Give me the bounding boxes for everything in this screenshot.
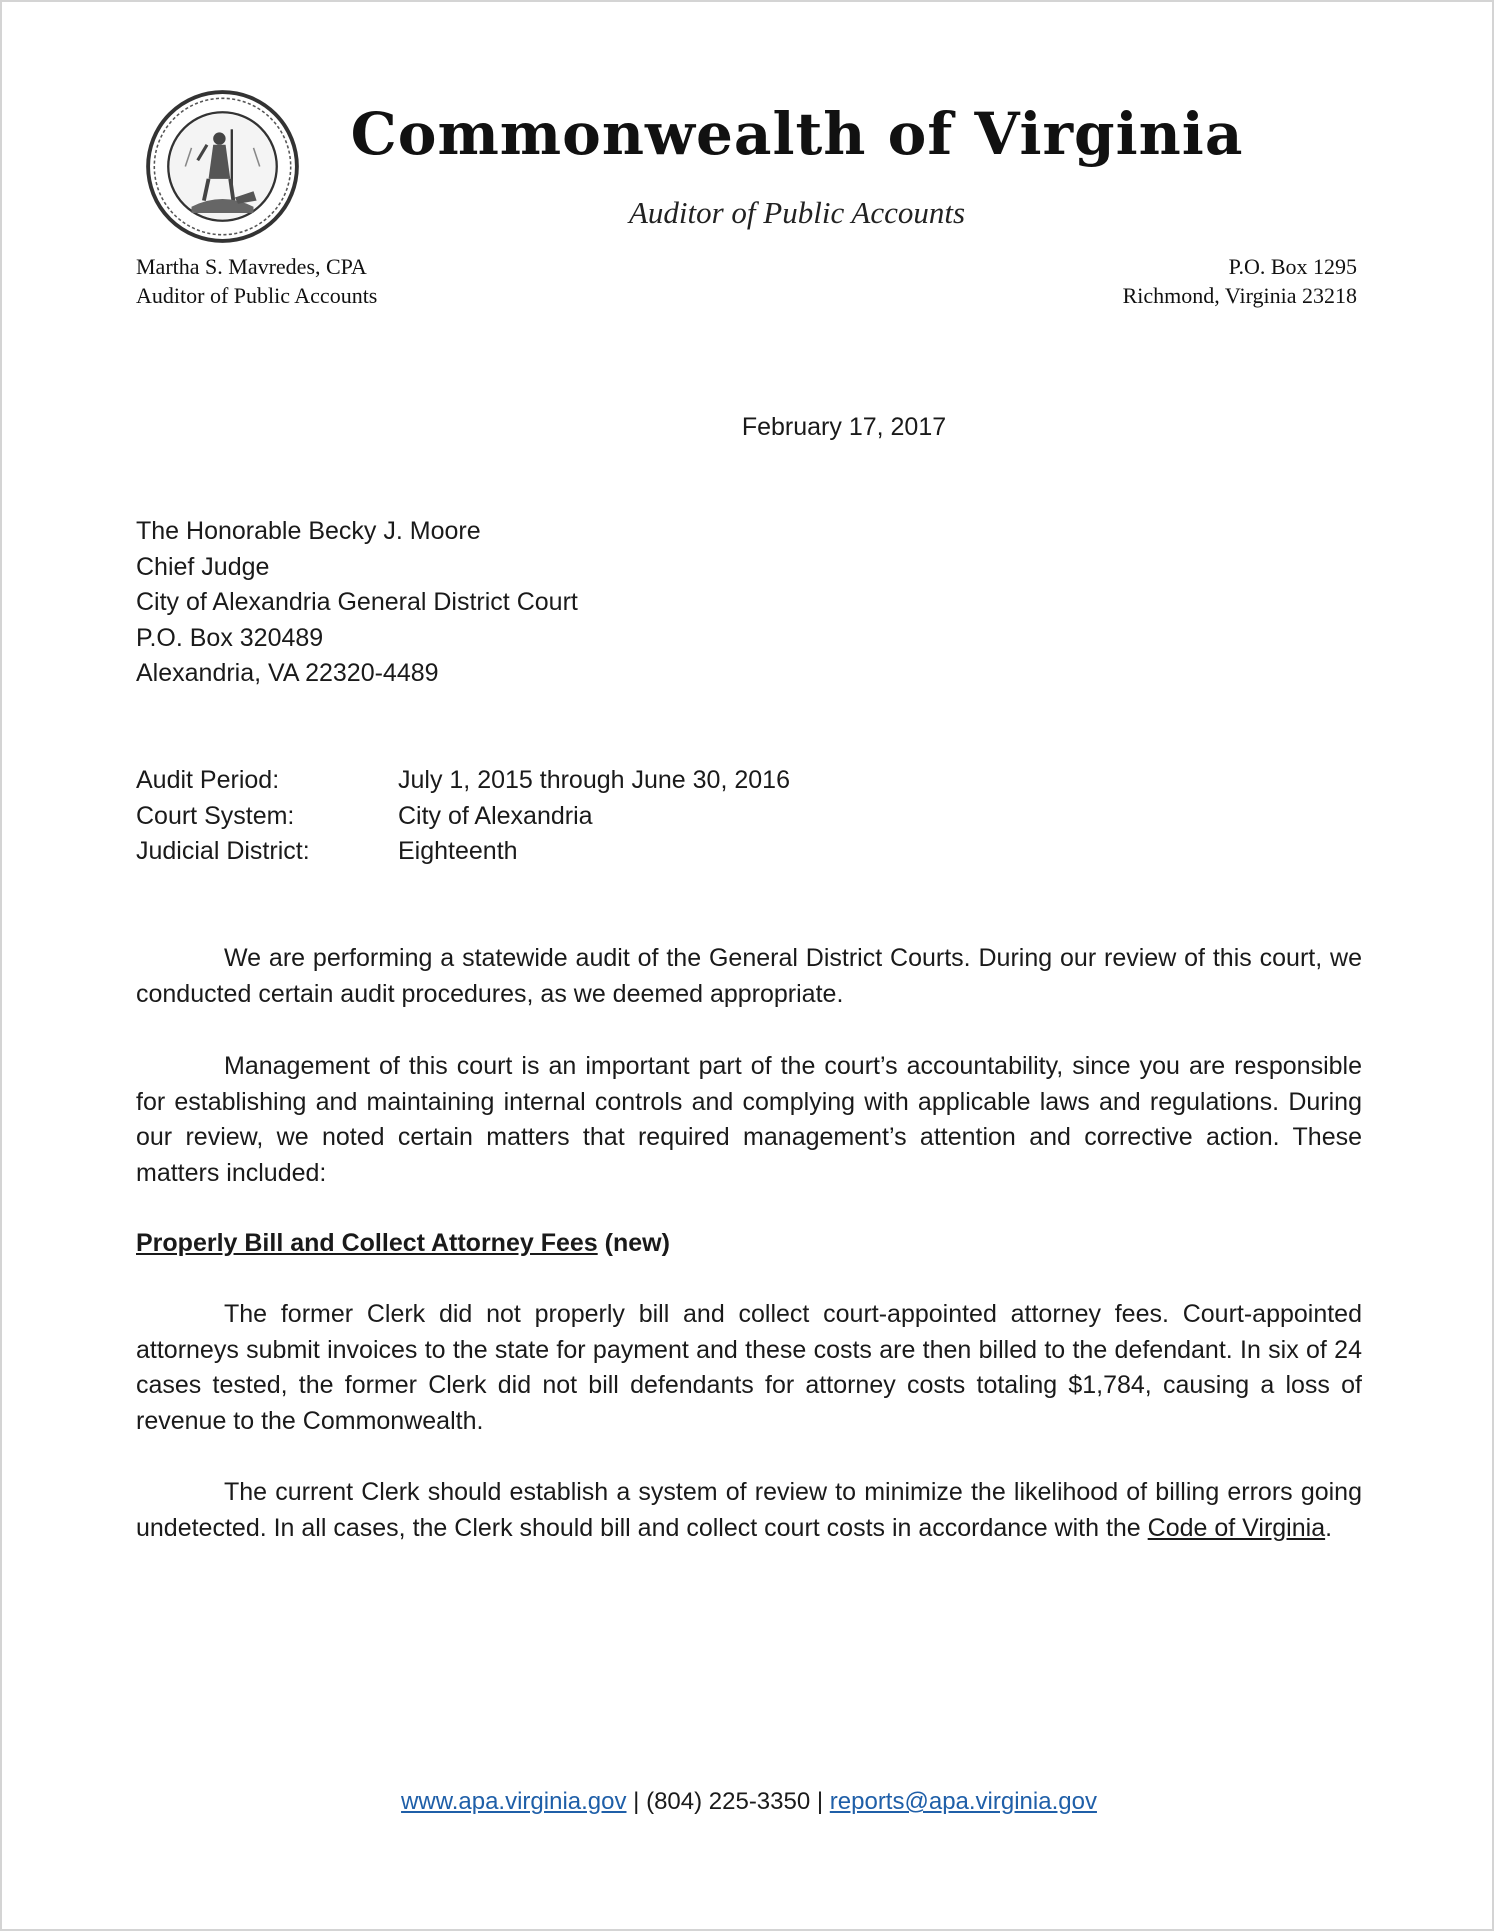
meta-value: Eighteenth [398, 837, 518, 865]
section-heading-title: Properly Bill and Collect Attorney Fees [136, 1229, 598, 1257]
phone-number: (804) 225-3350 [646, 1788, 811, 1815]
audit-meta [136, 763, 790, 870]
meta-row-court-system [136, 799, 790, 835]
paragraph-finding [136, 1297, 1362, 1439]
letterhead-title: Commonwealth of Virginia [350, 100, 1244, 168]
paragraph-text: Management of this court is an important part of the court’s accountability, since you are responsible for establishing and maintaining internal controls and complying with applicable laws and regulations. During our review, we noted certain matters that required management’s attention and corrective action. These matters included: [136, 1052, 1362, 1187]
meta-row-audit-period [136, 763, 790, 799]
paragraph-text: We are performing a statewide audit of the General District Courts. During our review of this court, we conducted certain audit procedures, as we deemed appropriate. [136, 944, 1362, 1008]
meta-label: Audit Period: [136, 766, 280, 794]
letter-date: February 17, 2017 [741, 413, 947, 441]
footer [2, 1784, 1494, 1820]
letterhead-subtitle: Auditor of Public Accounts [628, 195, 966, 230]
paragraph-recommendation [136, 1475, 1362, 1546]
website-link[interactable]: www.apa.virginia.gov [401, 1788, 627, 1815]
code-of-virginia-reference: Code of Virginia [1147, 1513, 1326, 1542]
return-address [1123, 252, 1357, 310]
meta-value: July 1, 2015 through June 30, 2016 [398, 766, 790, 794]
paragraph-text: The current Clerk should establish a system of review to minimize the likelihood of billing errors going undetected. In all cases, the Clerk should bill and collect court costs in accordance with the [136, 1478, 1362, 1542]
section-heading-tag: (new) [597, 1229, 670, 1257]
sender-name: Martha S. Mavredes, CPA [136, 254, 367, 279]
meta-label: Court System: [136, 801, 295, 830]
footer-separator: | [810, 1788, 830, 1815]
paragraph-text: The former Clerk did not properly bill and collect court-appointed attorney fees. Court-appointed attorneys submit invoices to the state for payment and these costs are then billed to the defendant. In six of 24 cases tested, the former Clerk did not bill defendants for attorney costs totaling $1,784, causing a loss of revenue to the Commonwealth. [136, 1300, 1362, 1435]
addressee-line: City of Alexandria General District Court [136, 588, 578, 616]
addressee-line: Chief Judge [136, 552, 270, 581]
footer-separator: | [626, 1788, 647, 1815]
meta-row-judicial-district [136, 834, 790, 870]
addressee-line: P.O. Box 320489 [136, 623, 324, 652]
meta-label: Judicial District: [136, 837, 310, 865]
section-heading [136, 1225, 670, 1261]
paragraph-text-end: . [1325, 1513, 1333, 1542]
return-address-line1: P.O. Box 1295 [1228, 254, 1357, 279]
addressee-line: The Honorable Becky J. Moore [136, 517, 481, 545]
addressee-line: Alexandria, VA 22320-4489 [136, 659, 439, 687]
sender-block [136, 252, 377, 310]
addressee-block [136, 514, 578, 692]
return-address-line2: Richmond, Virginia 23218 [1122, 283, 1357, 308]
sender-title: Auditor of Public Accounts [136, 283, 378, 308]
paragraph-intro [136, 941, 1362, 1012]
email-link[interactable]: reports@apa.virginia.gov [829, 1788, 1097, 1815]
paragraph-management [136, 1049, 1362, 1191]
meta-value: City of Alexandria [398, 801, 593, 830]
